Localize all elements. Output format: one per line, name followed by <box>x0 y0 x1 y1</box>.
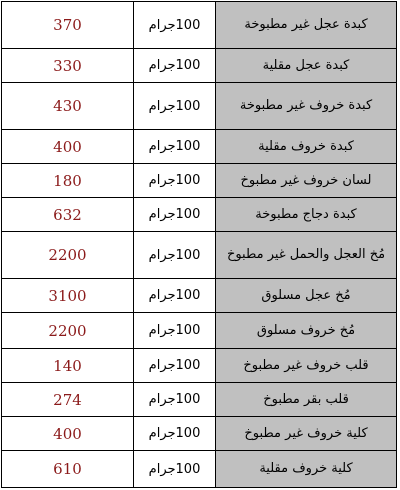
quantity-cell: 100جرام <box>134 349 216 382</box>
table-row <box>2 198 396 232</box>
quantity-cell: 100جرام <box>134 198 216 231</box>
calories-cell: 430 <box>2 83 134 129</box>
calories-cell: 632 <box>2 198 134 231</box>
food-name-cell: قلب بقر مطبوخ <box>216 383 396 416</box>
quantity-cell: 100جرام <box>134 279 216 312</box>
quantity-cell: 100جرام <box>134 164 216 197</box>
table-row <box>2 383 396 417</box>
calories-cell: 610 <box>2 451 134 487</box>
food-name-cell: قلب خروف غير مطبوخ <box>216 349 396 382</box>
table-row <box>2 130 396 164</box>
food-name-cell: مُخ عجل مسلوق <box>216 279 396 312</box>
food-name-cell: كبدة خروف غير مطبوخة <box>216 83 396 129</box>
quantity-cell: 100جرام <box>134 83 216 129</box>
calories-cell: 2200 <box>2 232 134 278</box>
food-name-cell: كلية خروف غير مطبوخ <box>216 417 396 450</box>
calories-cell: 274 <box>2 383 134 416</box>
food-name-cell: كبدة عجل مقلية <box>216 49 396 82</box>
food-name-cell: مُخ العجل والحمل غير مطبوخ <box>216 232 396 278</box>
quantity-cell: 100جرام <box>134 232 216 278</box>
table-row <box>2 83 396 130</box>
calories-cell: 370 <box>2 2 134 48</box>
table-row <box>2 279 396 313</box>
calorie-table <box>1 1 397 488</box>
calories-cell: 3100 <box>2 279 134 312</box>
food-name-cell: كبدة خروف مقلية <box>216 130 396 163</box>
quantity-cell: 100جرام <box>134 49 216 82</box>
table-row <box>2 49 396 83</box>
table-row <box>2 164 396 198</box>
table-row <box>2 313 396 349</box>
food-name-cell: كلية خروف مقلية <box>216 451 396 487</box>
quantity-cell: 100جرام <box>134 2 216 48</box>
calories-cell: 330 <box>2 49 134 82</box>
table-row <box>2 2 396 49</box>
calories-cell: 400 <box>2 417 134 450</box>
calories-cell: 2200 <box>2 313 134 348</box>
food-name-cell: كبدة عجل غير مطبوخة <box>216 2 396 48</box>
food-name-cell: مُخ خروف مسلوق <box>216 313 396 348</box>
table-row <box>2 349 396 383</box>
table-row <box>2 232 396 279</box>
calories-cell: 400 <box>2 130 134 163</box>
quantity-cell: 100جرام <box>134 130 216 163</box>
table-row <box>2 417 396 451</box>
calories-cell: 180 <box>2 164 134 197</box>
food-name-cell: كبدة دجاج مطبوخة <box>216 198 396 231</box>
quantity-cell: 100جرام <box>134 451 216 487</box>
table-row <box>2 451 396 487</box>
quantity-cell: 100جرام <box>134 313 216 348</box>
quantity-cell: 100جرام <box>134 417 216 450</box>
food-name-cell: لسان خروف غير مطبوخ <box>216 164 396 197</box>
calories-cell: 140 <box>2 349 134 382</box>
quantity-cell: 100جرام <box>134 383 216 416</box>
